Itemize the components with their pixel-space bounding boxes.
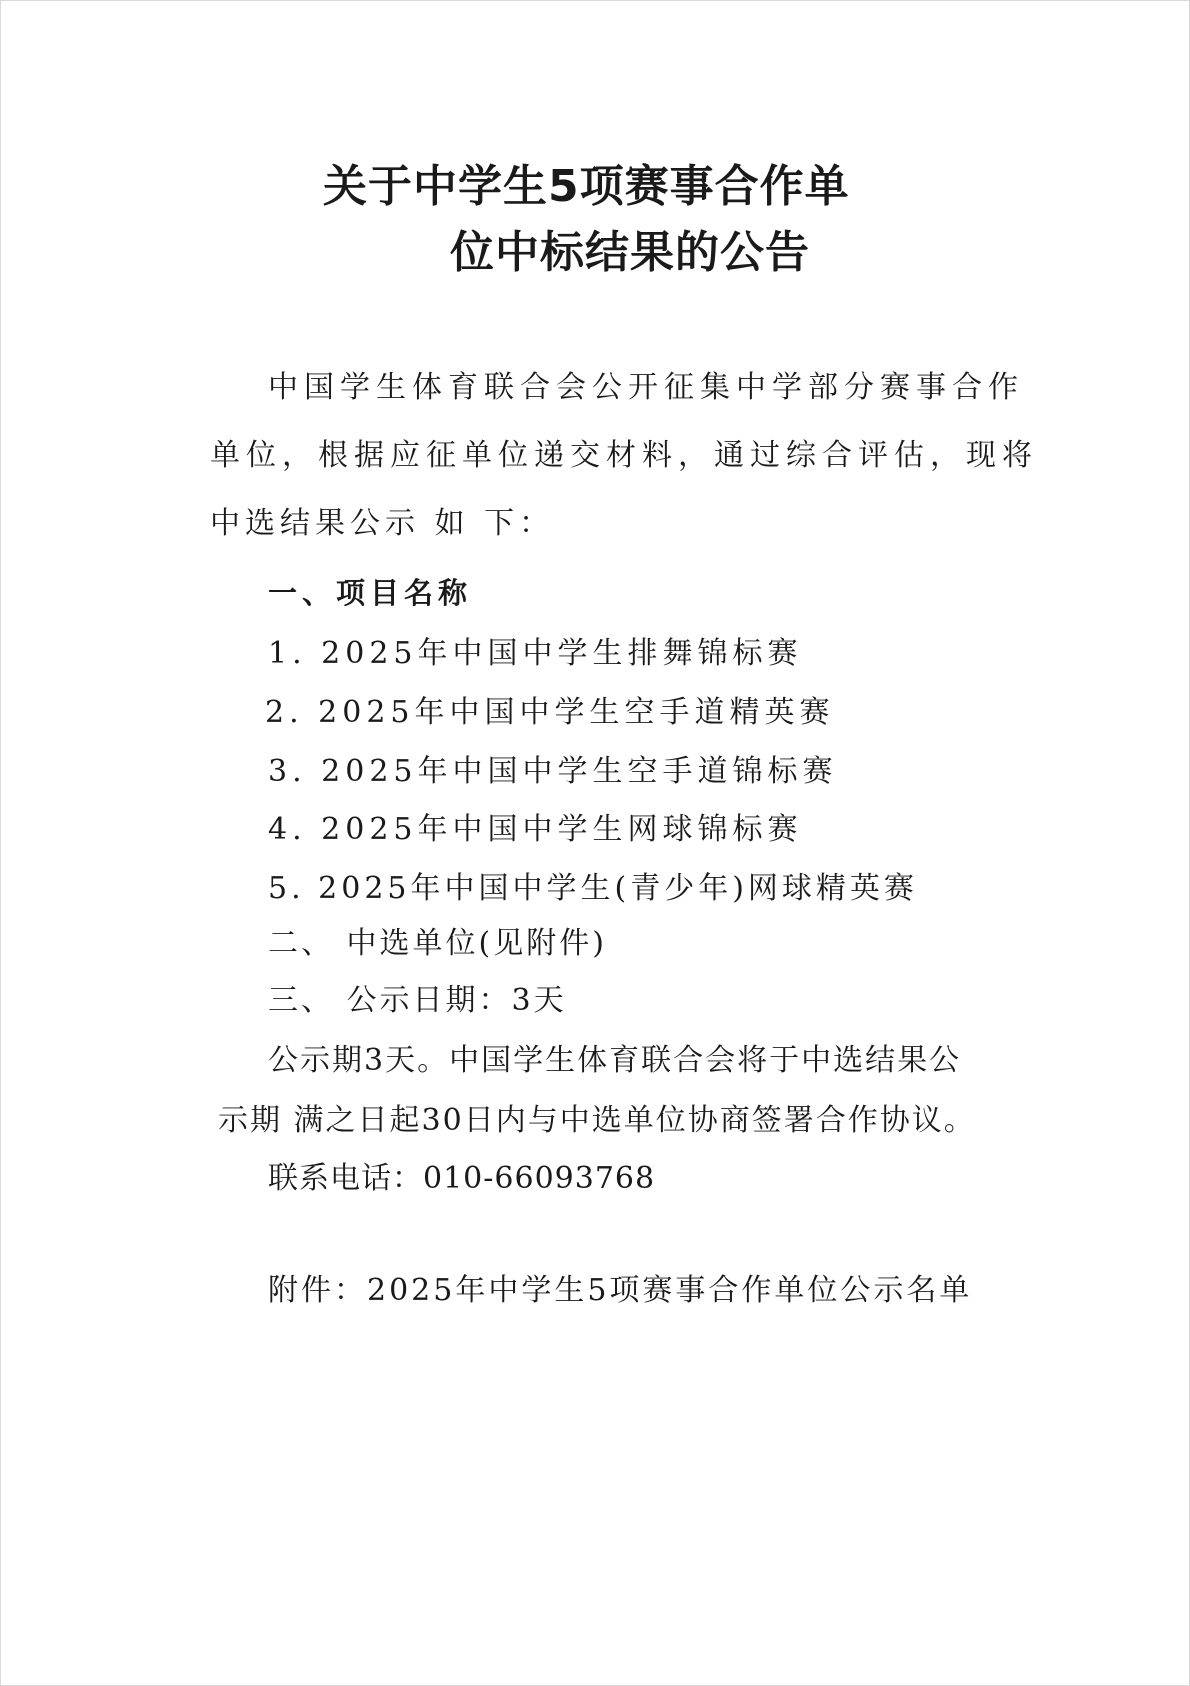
section-heading-projects: 一、项目名称 <box>268 576 473 610</box>
section-heading-dates: 三、 公示日期：3天 <box>268 983 567 1018</box>
section-heading-units: 二、 中选单位(见附件) <box>268 926 607 961</box>
notice-line-1: 公示期3天。中国学生体育联合会将于中选结果公 <box>268 1043 962 1078</box>
project-item: 3. 2025年中国中学生空手道锦标赛 <box>268 754 838 789</box>
title-line-2: 位中标结果的公告 <box>450 227 810 278</box>
intro-line-2: 单位，根据应征单位递交材料，通过综合评估，现将 <box>210 438 1038 473</box>
intro-line-1: 中国学生体育联合会公开征集中学部分赛事合作 <box>268 370 1024 405</box>
intro-line-3: 中选结果公示 如 下： <box>210 506 555 541</box>
title-line-1: 关于中学生5项赛事合作单 <box>323 161 850 212</box>
attachment-line: 附件：2025年中学生5项赛事合作单位公示名单 <box>268 1273 973 1308</box>
project-item: 5. 2025年中国中学生(青少年)网球精英赛 <box>268 871 918 906</box>
project-item: 2. 2025年中国中学生空手道精英赛 <box>265 695 835 730</box>
contact-phone: 联系电话：010-66093768 <box>268 1161 656 1196</box>
notice-line-2: 示期 满之日起30日内与中选单位协商签署合作协议。 <box>218 1103 976 1138</box>
project-item: 4. 2025年中国中学生网球锦标赛 <box>268 812 803 847</box>
project-item: 1. 2025年中国中学生排舞锦标赛 <box>268 636 803 671</box>
